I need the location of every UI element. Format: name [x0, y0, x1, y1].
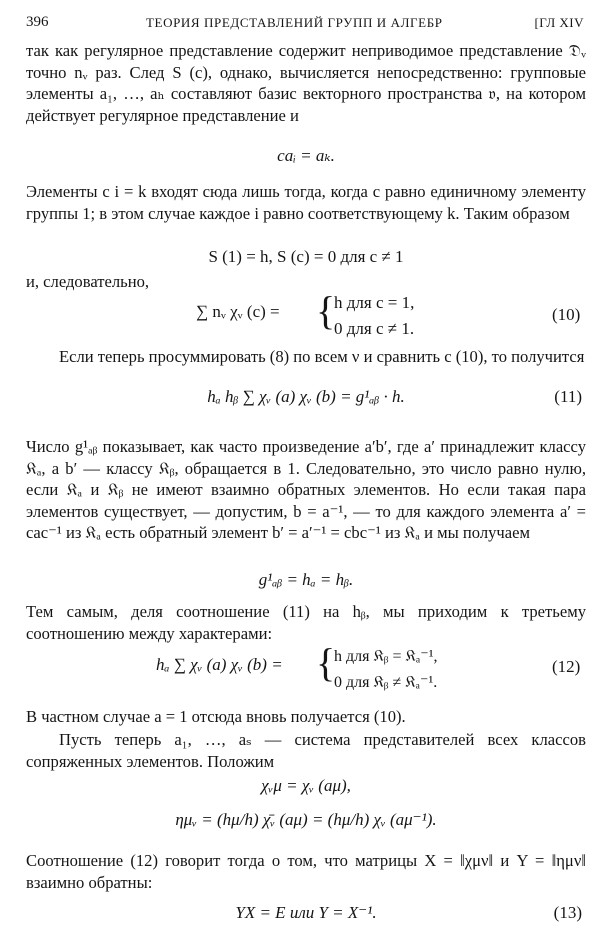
equation-10 — [26, 290, 586, 346]
equation-g — [26, 570, 586, 596]
equation-10-sum: ∑ nᵥ χᵥ (c) = — [196, 302, 280, 321]
equation-s-body: S (1) = h, S (c) = 0 для c ≠ 1 — [208, 247, 404, 266]
running-title: ТЕОРИЯ ПРЕДСТАВЛЕНИЙ ГРУПП И АЛГЕБР — [146, 15, 443, 30]
paragraph-4: Если теперь просуммировать (8) по всем ν и сравнить с (10), то получится — [59, 347, 585, 366]
equation-10-case-2: 0 для c ≠ 1. — [334, 319, 415, 338]
paragraph-6: Тем самым, деля соотношение (11) на hᵦ, мы приходим к третьему соотношению между характерами: — [26, 602, 586, 643]
paragraph-8: Пусть теперь a₁, …, aₛ — система представителей всех классов сопряженных элементов. Положим — [26, 730, 586, 771]
equation-eta-body: ημᵥ = (hμ/h) χ̄ᵥ (aμ) = (hμ/h) χᵥ (aμ⁻¹). — [175, 810, 437, 829]
equation-cai — [26, 146, 586, 172]
paragraph-1: так как регулярное представление содержит неприводимое представление 𝔇ᵥ точно nᵥ раз. След S (c), однако, вычисляется непосредственно: групповые элементы a₁, …, aₕ составляют базис векторного пространства 𝔳, на котором действует регулярное представление и — [26, 41, 586, 125]
equation-12-sum: hₐ ∑ χᵥ (a) χᵥ (b) = — [156, 655, 283, 674]
equation-chi — [26, 776, 586, 802]
equation-11-body: hₐ hᵦ ∑ χᵥ (a) χᵥ (b) = g¹ₐᵦ · h. — [207, 387, 405, 406]
equation-13-number: (13) — [553, 903, 582, 922]
equation-12-case-2: 0 для 𝔎ᵦ ≠ 𝔎ₐ⁻¹. — [334, 674, 438, 691]
left-brace-icon: { — [316, 640, 336, 685]
equation-12-case-1: h для 𝔎ᵦ = 𝔎ₐ⁻¹, — [334, 648, 438, 665]
equation-chi-body: χᵥμ = χᵥ (aμ), — [261, 776, 351, 795]
equation-s — [26, 247, 586, 273]
left-brace-icon: { — [316, 290, 336, 333]
equation-13-body: YX = E или Y = X⁻¹. — [235, 903, 377, 922]
paragraph-3: и, следовательно, — [26, 272, 150, 291]
paragraph-2: Элементы с i = k входят сюда лишь тогда, когда c равно единичному элементу группы 1; в этом случае каждое i равно соответствующему k. Таким образом — [26, 182, 586, 223]
equation-13 — [26, 903, 586, 929]
equation-12 — [26, 640, 586, 698]
paragraph-9: Соотношение (12) говорит тогда о том, что матрицы X = ‖χμν‖ и Y = ‖ημν‖ взаимно обратны: — [26, 851, 586, 892]
equation-eta — [26, 810, 586, 836]
paragraph-5: Число g¹ₐᵦ показывает, как часто произведение a′b′, где a′ принадлежит классу 𝔎ₐ, а b′ — классу 𝔎ᵦ, обращается в 1. Следовательно, это число равно нулю, если 𝔎ₐ и 𝔎ᵦ не имеют взаимно обратных элементов. Но если такая пара элементов существует, — допустим, b = a⁻¹, — то для каждого элемента a′ = cac⁻¹ из 𝔎ₐ есть обратный элемент b′ = a′⁻¹ = cbc⁻¹ из 𝔎ₐ и мы получаем — [26, 437, 586, 542]
equation-10-number: (10) — [552, 305, 581, 324]
equation-12-number: (12) — [552, 657, 581, 676]
equation-11 — [26, 387, 586, 413]
equation-10-case-1: h для c = 1, — [334, 293, 415, 312]
chapter-label: [ГЛ XIV — [534, 15, 584, 30]
equation-cai-body: caᵢ = aₖ. — [277, 146, 335, 165]
paragraph-7: В частном случае a = 1 отсюда вновь получается (10). — [26, 707, 406, 726]
equation-g-body: g¹ₐᵦ = hₐ = hᵦ. — [258, 570, 354, 589]
page-header — [26, 14, 586, 36]
equation-11-number: (11) — [554, 387, 582, 406]
page-number: 396 — [26, 14, 49, 30]
